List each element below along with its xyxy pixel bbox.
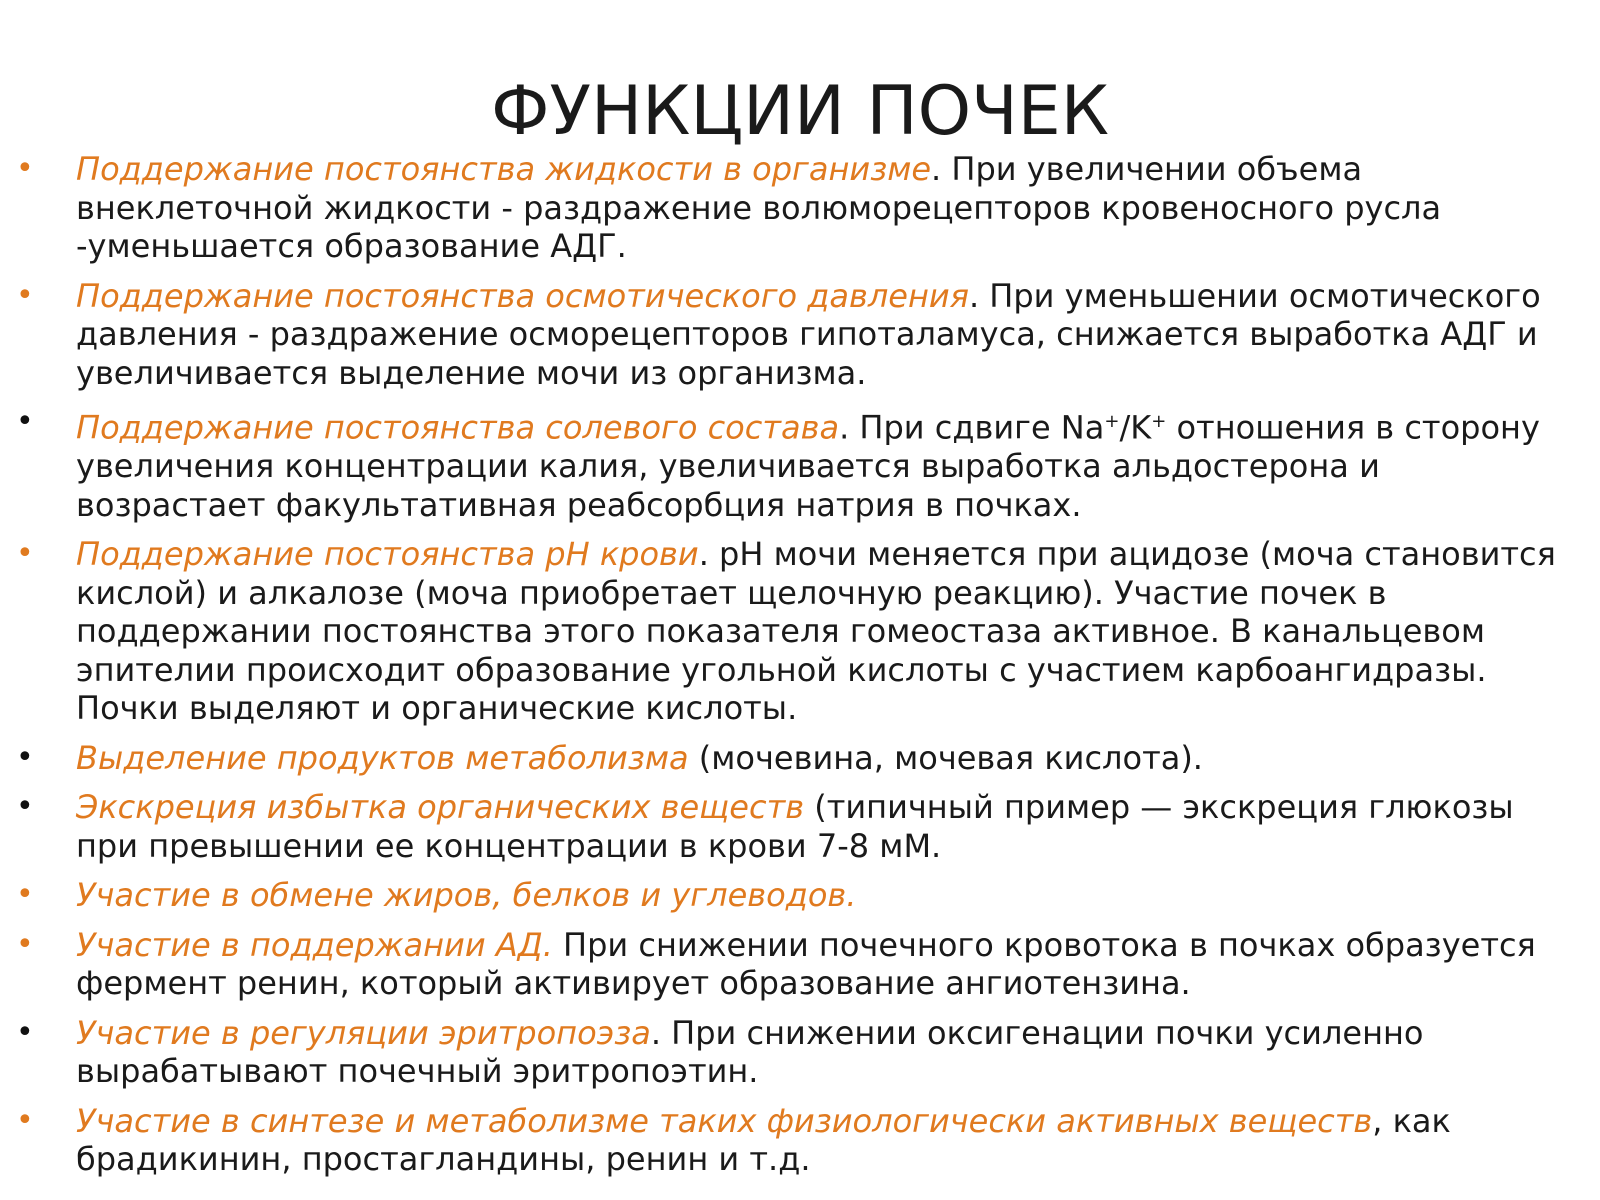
bullet-icon: •: [16, 926, 34, 962]
item-text: . При сдвиге Na: [839, 408, 1105, 447]
superscript-plus: +: [1151, 411, 1167, 432]
item-text: (типичный пример — экскреция глюкозы при превышении ее концентрации в крови 7-8 мМ.: [76, 788, 1514, 865]
item-text: . При увеличении объема внеклеточной жидкости - раздражение волюморецепторов кровеносного русла -уменьшается образование АДГ.: [76, 150, 1442, 265]
list-item: [0, 150, 1600, 266]
bullet-icon: •: [16, 151, 34, 186]
item-highlight: Поддержание постоянства солевого состава: [76, 408, 840, 447]
bullet-icon: •: [16, 1014, 34, 1050]
list-item: [0, 1102, 1600, 1179]
bullet-icon: •: [16, 877, 34, 913]
item-text: , как брадикинин, простагландины, ренин и т.д.: [76, 1101, 1451, 1179]
item-text: . pH мочи меняется при ацидозе (моча становится кислой) и алкалозе (моча приобретает щелочную реакцию). Участие почек в поддержании постоянства этого показателя гомеостаза активное. В канальцевом эпителии происходит образование угольной кислоты с участием карбоангидразы. Почки выделяют и органические кислоты.: [76, 535, 1556, 728]
item-highlight: Участие в синтезе и метаболизме таких физиологически активных веществ: [76, 1101, 1373, 1140]
page-title: ФУНКЦИИ ПОЧЕК: [490, 72, 1110, 151]
item-highlight: Поддержание постоянства жидкости в организме: [76, 150, 932, 188]
list-item: [0, 277, 1600, 393]
bullet-icon: •: [16, 789, 34, 825]
item-text: /K: [1119, 408, 1152, 447]
bullet-icon: •: [16, 277, 34, 313]
item-text: . При снижении оксигенации почки усиленно вырабатывают почечный эритропоэтин.: [76, 1013, 1424, 1091]
bullet-icon: •: [16, 536, 34, 572]
item-highlight: Участие в регуляции эритропоэза: [76, 1013, 651, 1052]
list-item: [0, 403, 1600, 524]
superscript-plus: +: [1104, 411, 1120, 432]
functions-list: [0, 150, 1600, 1190]
list-item: [0, 739, 1600, 778]
item-highlight: Поддержание постоянства осмотического давления: [76, 276, 969, 315]
list-item: [0, 876, 1600, 915]
item-highlight: Участие в поддержании АД.: [76, 925, 553, 964]
item-text: . При уменьшении осмотического давления - раздражение осморецепторов гипоталамуса, снижается выработка АДГ и увеличивается выделение мочи из организма.: [76, 276, 1541, 392]
item-text: (мочевина, мочевая кислота).: [688, 738, 1203, 777]
bullet-icon: •: [16, 404, 34, 439]
item-highlight: Выделение продуктов метаболизма: [76, 738, 689, 777]
list-item: [0, 788, 1600, 865]
bullet-icon: •: [16, 1102, 34, 1138]
item-highlight: Участие в обмене жиров, белков и углеводов.: [76, 876, 857, 915]
bullet-icon: •: [16, 739, 34, 775]
item-text: отношения в сторону увеличения концентрации калия, увеличивается выработка альдостерона и возрастает факультативная реабсорбция натрия в почках.: [76, 408, 1540, 524]
list-item: [0, 1014, 1600, 1091]
list-item: [0, 535, 1600, 728]
list-item: [0, 926, 1600, 1003]
item-highlight: Поддержание постоянства pH крови: [76, 535, 699, 574]
item-highlight: Экскреция избытка органических веществ: [76, 788, 805, 827]
item-text: При снижении почечного кровотока в почках образуется фермент ренин, который активирует образование ангиотензина.: [76, 925, 1536, 1003]
